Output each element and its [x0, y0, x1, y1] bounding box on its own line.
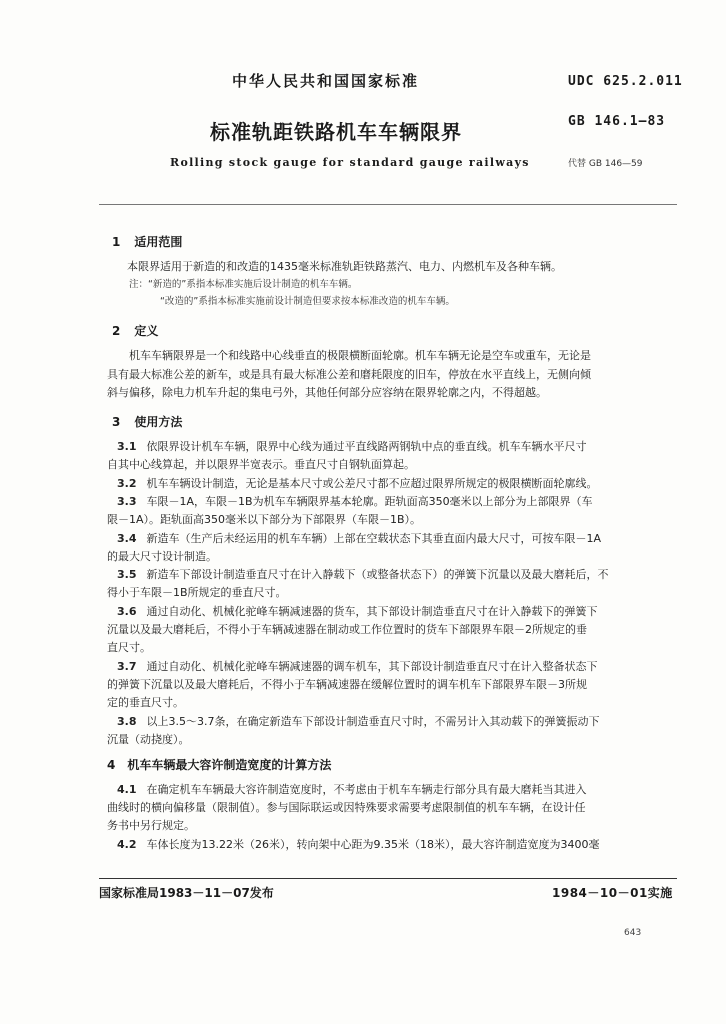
p33-line-2: 限－1A）。距轨面高350毫米以下部分为下部限界（车限－1B）。 — [107, 513, 422, 526]
p36-line-1 — [117, 603, 598, 619]
clause-number: 3.5 — [117, 568, 137, 581]
p35-line-1 — [117, 566, 609, 582]
clause-text: 依限界设计机车车辆，限界中心线为通过平直线路两钢轨中点的垂直线。机车车辆水平尺寸 — [146, 440, 587, 453]
clause-text: 机车车辆设计制造，无论是基本尺寸或公差尺寸都不应超过限界所规定的极限横断面轮廓线。 — [146, 477, 598, 490]
section-3-heading — [112, 413, 182, 430]
page-number: 643 — [624, 928, 642, 938]
p36-line-3: 直尺寸。 — [107, 641, 151, 654]
section-title: 机车车辆最大容许制造宽度的计算方法 — [127, 758, 332, 772]
section-title: 使用方法 — [134, 415, 183, 429]
clause-number: 3.6 — [117, 605, 137, 618]
section-number: 3 — [112, 415, 121, 429]
clause-number: 3.1 — [117, 440, 137, 453]
clause-number: 4.2 — [117, 838, 137, 851]
p36-line-2: 沉量以及最大磨耗后，不得小于车辆减速器在制动或工作位置时的货车下部限界车限－2所规定的垂 — [107, 623, 587, 636]
clause-number: 3.3 — [117, 495, 137, 508]
udc-code: UDC 625.2.011 — [568, 74, 683, 89]
effective-date: 1984－10－01实施 — [552, 886, 673, 900]
p37-line-2: 的弹簧下沉量以及最大磨耗后，不得小于车辆减速器在缓解位置时的调车机车下部限界车限－3所规 — [107, 678, 587, 691]
clause-number: 3.4 — [117, 532, 137, 545]
replaces-note: 代替 GB 146—59 — [568, 159, 643, 169]
p41-line-1 — [117, 781, 587, 797]
document-title-cn: 标准轨距铁路机车车辆限界 — [210, 120, 462, 144]
section-4-heading — [107, 756, 331, 773]
p34-line-1 — [117, 530, 601, 546]
clause-text: 新造车下部设计制造垂直尺寸在计入静载下（或整备状态下）的弹簧下沉量以及最大磨耗后，不 — [146, 568, 609, 581]
clause-number: 3.8 — [117, 715, 137, 728]
issued-date: 国家标准局1983－11－07发布 — [99, 886, 274, 900]
clause-text: 通过自动化、机械化驼峰车辆减速器的货车，其下部设计制造垂直尺寸在计入静载下的弹簧下 — [146, 605, 598, 618]
clause-number: 3.7 — [117, 660, 137, 673]
section-title: 适用范围 — [134, 235, 183, 249]
clause-text: 以上3.5～3.7条，在确定新造车下部设计制造垂直尺寸时，不需另计入其动载下的弹簧振动下 — [146, 715, 600, 728]
clause-number: 3.2 — [117, 477, 137, 490]
section-number: 4 — [107, 758, 116, 772]
section-title: 定义 — [134, 324, 159, 338]
clause-text: 通过自动化、机械化驼峰车辆减速器的调车机车，其下部设计制造垂直尺寸在计入整备状态下 — [146, 660, 598, 673]
header-divider — [99, 204, 677, 205]
s1-paragraph: 本限界适用于新造的和改造的1435毫米标准轨距铁路蒸汽、电力、内燃机车及各种车辆。 — [127, 260, 562, 273]
national-standard-heading: 中华人民共和国国家标准 — [232, 72, 420, 90]
s2-line-1: 机车车辆限界是一个和线路中心线垂直的极限横断面轮廓。机车车辆无论是空车或重车，无论是 — [129, 349, 591, 362]
clause-text: 车体长度为13.22米（26米），转向架中心距为9.35米（18米），最大容许制造宽度为3400毫 — [146, 838, 600, 851]
p35-line-2: 得小于车限－1B所规定的垂直尺寸。 — [107, 586, 287, 599]
section-number: 1 — [112, 235, 121, 249]
gb-code: GB 146.1—83 — [568, 114, 666, 129]
p33-line-1 — [117, 493, 593, 509]
footer-divider — [99, 878, 677, 879]
document-title-en: Rolling stock gauge for standard gauge railways — [170, 156, 530, 169]
clause-text: 车限－1A，车限－1B为机车车辆限界基本轮廓。距轨面高350毫米以上部分为上部限界（车 — [146, 495, 593, 508]
s2-line-3: 斜与偏移，除电力机车升起的集电弓外，其他任何部分应容纳在限界轮廓之内，不得超越。 — [107, 386, 547, 399]
section-1-heading — [112, 233, 182, 250]
s1-note-1: 注：“新造的”系指本标准实施后设计制造的机车车辆。 — [129, 279, 358, 290]
s2-line-2: 具有最大标准公差的新车，或是具有最大标准公差和磨耗限度的旧车，停放在水平直线上，无侧向倾 — [107, 368, 591, 381]
p37-line-3: 定的垂直尺寸。 — [107, 696, 184, 709]
p38-line-2: 沉量（动挠度）。 — [107, 733, 190, 746]
clause-number: 4.1 — [117, 783, 137, 796]
s1-note-2: “改造的”系指本标准实施前设计制造但要求按本标准改造的机车车辆。 — [160, 296, 455, 307]
section-2-heading — [112, 322, 158, 339]
p31-line-1 — [117, 438, 587, 454]
clause-text: 在确定机车车辆最大容许制造宽度时，不考虑由于机车车辆走行部分具有最大磨耗当其进入 — [146, 783, 587, 796]
p42-line-1 — [117, 836, 599, 852]
p38-line-1 — [117, 713, 599, 729]
section-number: 2 — [112, 324, 121, 338]
p41-line-3: 务书中另行规定。 — [107, 819, 195, 832]
p37-line-1 — [117, 658, 598, 674]
p31-line-2: 自其中心线算起，并以限界半宽表示。垂直尺寸自钢轨面算起。 — [107, 458, 415, 471]
p32-line-1 — [117, 475, 598, 491]
clause-text: 新造车（生产后未经运用的机车车辆）上部在空载状态下其垂直面内最大尺寸，可按车限－1A — [146, 532, 602, 545]
p41-line-2: 曲线时的横向偏移量（限制值）。参与国际联运或因特殊要求需要考虑限制值的机车车辆，在设计任 — [107, 801, 586, 814]
p34-line-2: 的最大尺寸设计制造。 — [107, 550, 217, 563]
